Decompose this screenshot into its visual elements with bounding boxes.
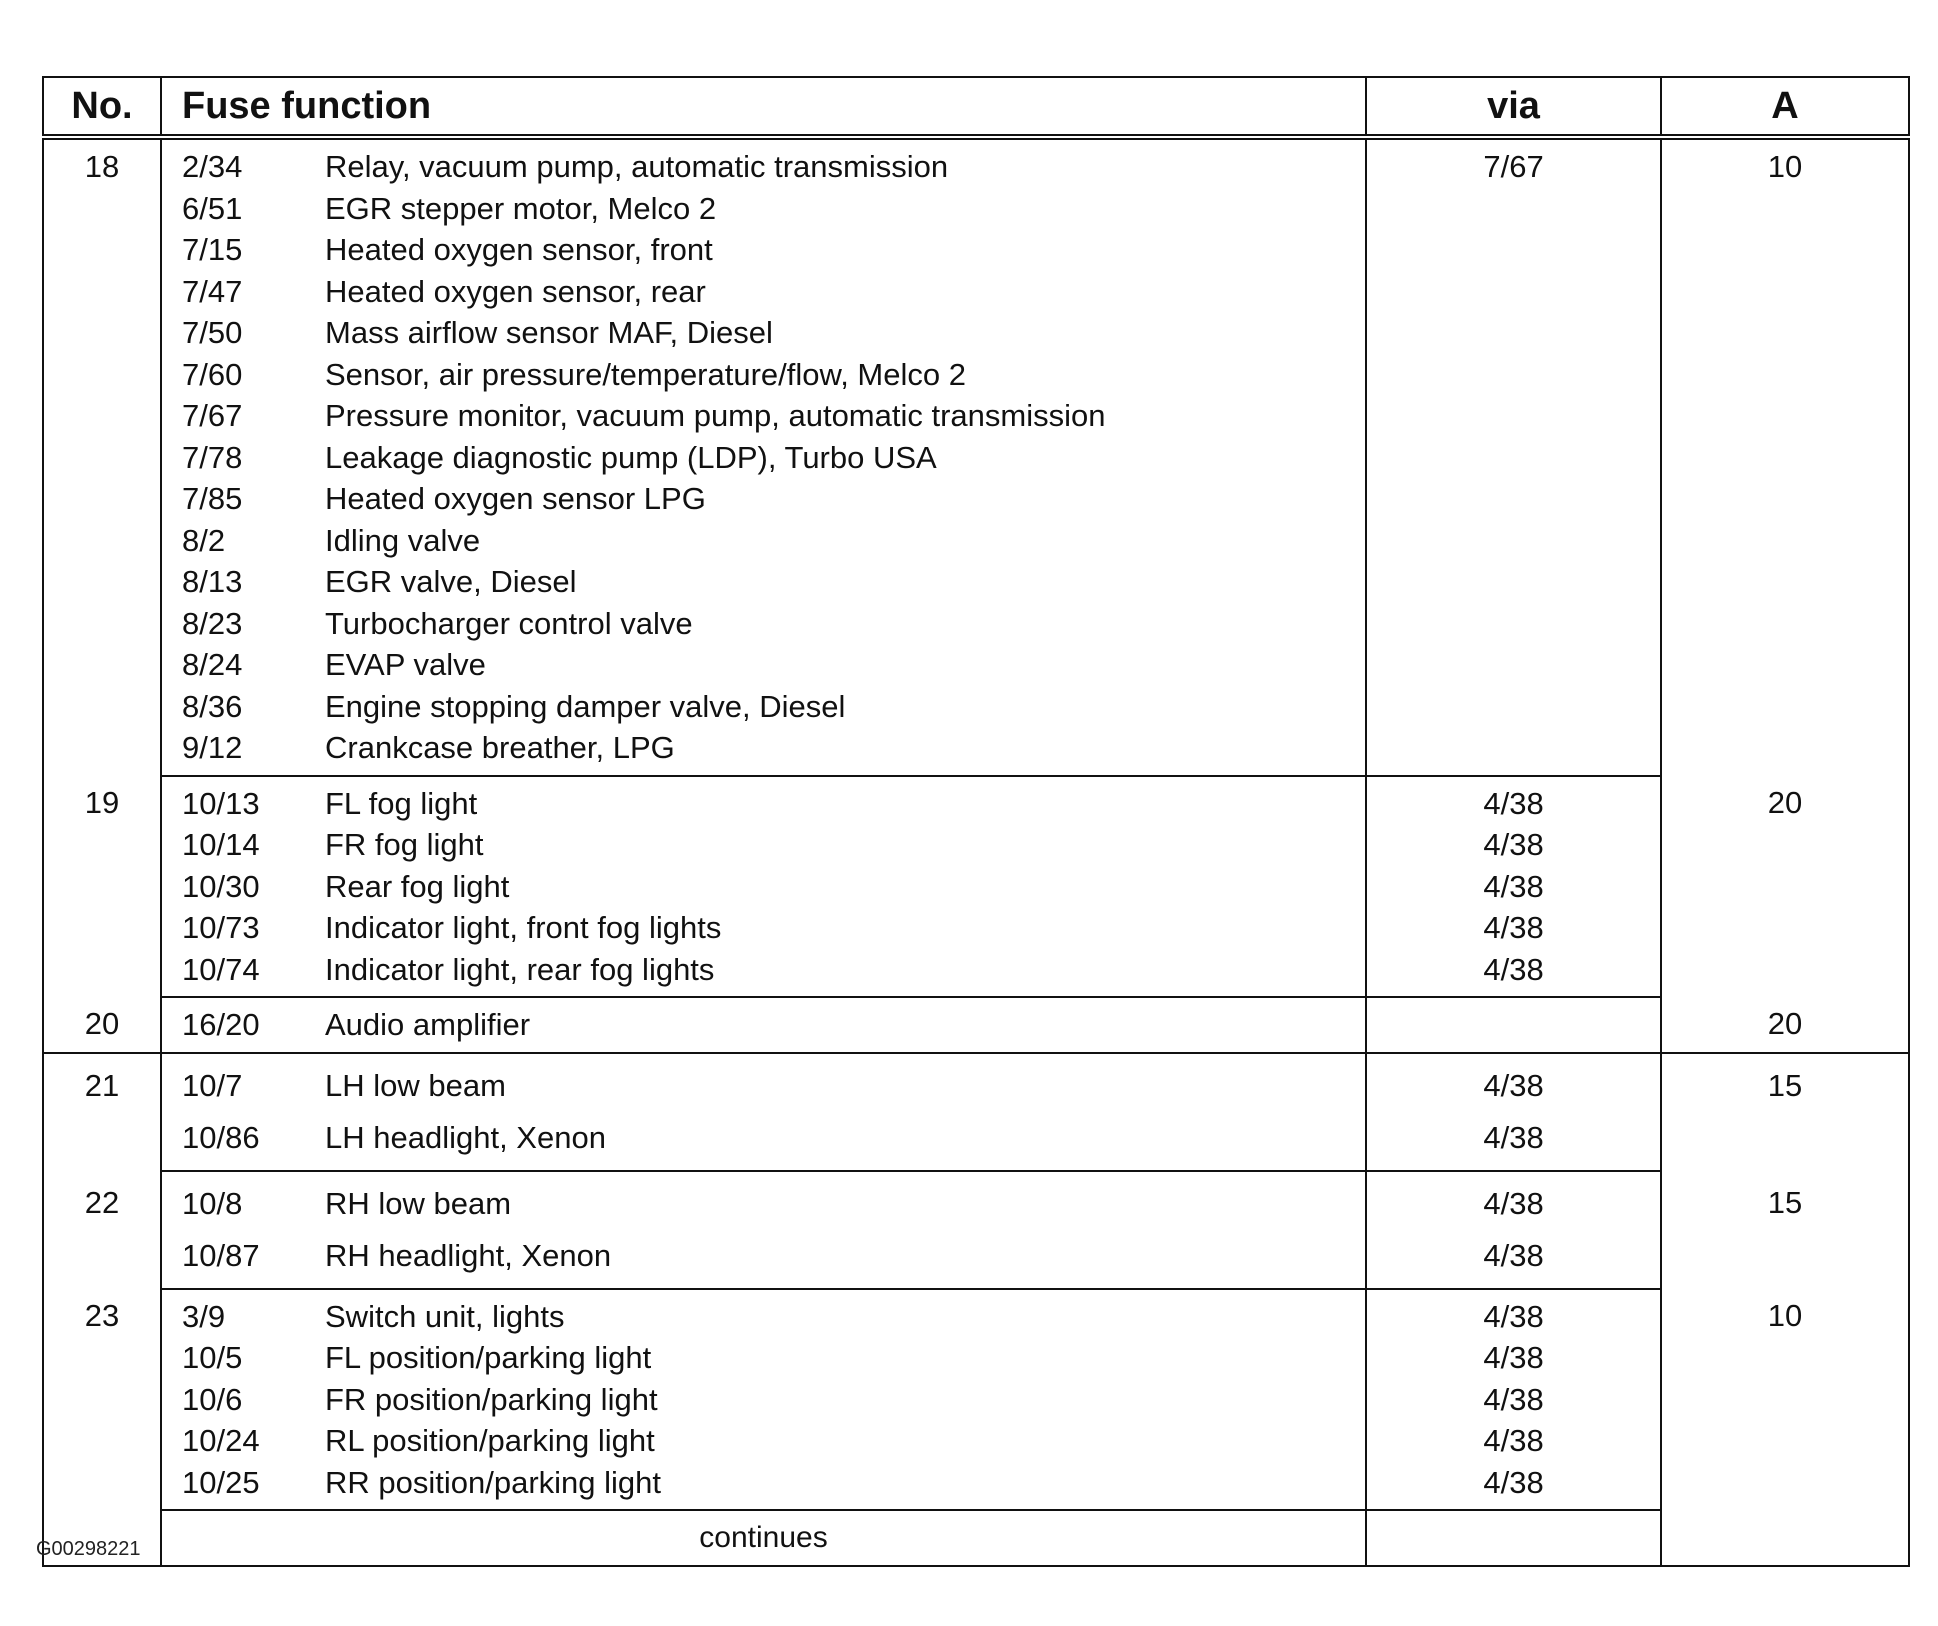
- table-row: [43, 1171, 1909, 1230]
- table-row: [43, 776, 1909, 825]
- via-value: [1366, 478, 1661, 520]
- via-value: [1366, 395, 1661, 437]
- table-row: [43, 229, 1909, 271]
- fuse-number: 19: [43, 776, 161, 998]
- component-code: 8/13: [182, 564, 243, 599]
- table-row: [43, 907, 1909, 949]
- table-row: [43, 1420, 1909, 1462]
- component-code: 8/24: [182, 647, 243, 682]
- table-row: [43, 1462, 1909, 1511]
- component-description: EVAP valve: [325, 647, 486, 682]
- component-description: FL fog light: [325, 785, 478, 821]
- component-description: Rear fog light: [325, 868, 510, 904]
- component-code: 10/30: [182, 868, 260, 904]
- table-row: [43, 520, 1909, 562]
- component-code: 10/25: [161, 1462, 321, 1511]
- footer-via-cell: [1366, 1510, 1661, 1566]
- component-code: 8/36: [182, 688, 243, 724]
- component-code: 7/60: [182, 356, 243, 392]
- component-code: 7/47: [182, 273, 243, 309]
- via-value: 4/38: [1366, 776, 1661, 825]
- header-no: No.: [43, 77, 161, 137]
- via-value: [1366, 727, 1661, 776]
- component-code: 10/24: [182, 1423, 260, 1458]
- via-value: 4/38: [1366, 1462, 1661, 1511]
- component-code: 10/14: [182, 827, 260, 862]
- via-value: 7/67: [1366, 137, 1661, 188]
- table-row: [43, 1289, 1909, 1338]
- component-description: Idling valve: [325, 522, 481, 558]
- component-description: Leakage diagnostic pump (LDP), Turbo USA: [325, 439, 937, 475]
- fuse-number: 23: [43, 1289, 161, 1511]
- table-row: [43, 644, 1909, 686]
- via-value: [1366, 997, 1661, 1053]
- via-value: 4/38: [1366, 1171, 1661, 1230]
- via-value: 4/38: [1366, 1379, 1661, 1421]
- via-value: [1366, 188, 1661, 230]
- component-code: 10/87: [161, 1230, 321, 1289]
- component-code: 7/50: [182, 315, 243, 350]
- component-description: Indicator light, rear fog lights: [321, 949, 1366, 998]
- fuse-table: [42, 76, 1910, 1567]
- table-row: [43, 603, 1909, 645]
- header-row: [43, 77, 1909, 137]
- component-description: FR position/parking light: [325, 1381, 658, 1417]
- header-via: via: [1366, 77, 1661, 137]
- fuse-amperage: 15: [1661, 1171, 1909, 1289]
- fuse-number: 20: [43, 997, 161, 1053]
- component-code: 7/15: [182, 232, 243, 267]
- component-description: Crankcase breather, LPG: [321, 727, 1366, 776]
- table-row: [43, 686, 1909, 728]
- component-description: EGR valve, Diesel: [325, 564, 577, 599]
- header-fuse-function: Fuse function: [161, 77, 1366, 137]
- component-description: Heated oxygen sensor, front: [325, 232, 713, 267]
- via-value: [1366, 644, 1661, 686]
- via-value: 4/38: [1366, 907, 1661, 949]
- via-value: [1366, 603, 1661, 645]
- component-description: Pressure monitor, vacuum pump, automatic transmission: [325, 398, 1106, 433]
- table-row: [43, 997, 1909, 1053]
- table-row: [43, 437, 1909, 479]
- footer-amp-cell: [1661, 1510, 1909, 1566]
- component-description: Sensor, air pressure/temperature/flow, Melco 2: [325, 356, 966, 392]
- component-code: 10/6: [182, 1381, 243, 1417]
- via-value: [1366, 437, 1661, 479]
- component-description: Engine stopping damper valve, Diesel: [325, 688, 846, 724]
- via-value: 4/38: [1366, 1289, 1661, 1338]
- component-description: Heated oxygen sensor, rear: [325, 273, 706, 309]
- fuse-amperage: 10: [1661, 137, 1909, 776]
- component-description: Mass airflow sensor MAF, Diesel: [325, 315, 773, 350]
- via-value: 4/38: [1366, 949, 1661, 998]
- table-row: [43, 395, 1909, 437]
- fuse-amperage: 20: [1661, 997, 1909, 1053]
- component-description: RL position/parking light: [325, 1423, 655, 1458]
- component-description: EGR stepper motor, Melco 2: [325, 190, 717, 226]
- table-header: [43, 77, 1909, 137]
- component-description: Turbocharger control valve: [325, 605, 693, 641]
- component-description: FL position/parking light: [325, 1340, 652, 1375]
- via-value: 4/38: [1366, 1053, 1661, 1112]
- component-code: 8/2: [182, 522, 226, 558]
- via-value: 4/38: [1366, 824, 1661, 866]
- table-row: [43, 188, 1909, 230]
- table-row: [43, 312, 1909, 354]
- table-row: [43, 1053, 1909, 1112]
- component-code: 7/67: [182, 398, 243, 433]
- via-value: [1366, 271, 1661, 313]
- continues-label: continues: [161, 1510, 1366, 1566]
- via-value: 4/38: [1366, 1420, 1661, 1462]
- component-description: LH low beam: [325, 1067, 506, 1103]
- fuse-amperage: 10: [1661, 1289, 1909, 1511]
- via-value: 4/38: [1366, 866, 1661, 908]
- table-body: [43, 137, 1909, 1510]
- fuse-number: 21: [43, 1053, 161, 1171]
- via-value: [1366, 229, 1661, 271]
- table-row: [43, 866, 1909, 908]
- component-code: 10/86: [161, 1112, 321, 1171]
- component-code: 10/74: [161, 949, 321, 998]
- table-row: [43, 561, 1909, 603]
- component-code: 3/9: [182, 1298, 226, 1334]
- table-row: [43, 1112, 1909, 1171]
- component-code: 6/51: [182, 190, 243, 226]
- table-row: [43, 1337, 1909, 1379]
- via-value: [1366, 312, 1661, 354]
- via-value: [1366, 561, 1661, 603]
- component-description: RR position/parking light: [321, 1462, 1366, 1511]
- via-value: [1366, 354, 1661, 396]
- footer-row: [43, 1510, 1909, 1566]
- component-description: RH low beam: [325, 1185, 512, 1221]
- component-code: 10/8: [182, 1185, 243, 1221]
- component-description: FR fog light: [325, 827, 484, 862]
- component-description: Relay, vacuum pump, automatic transmission: [325, 149, 949, 184]
- component-code: 16/20: [161, 997, 321, 1053]
- header-amperage: A: [1661, 77, 1909, 137]
- table-row: [43, 1230, 1909, 1289]
- table-row: [43, 1379, 1909, 1421]
- figure-id: G00298221: [36, 1538, 141, 1560]
- fuse-number: 22: [43, 1171, 161, 1289]
- table-row: [43, 949, 1909, 998]
- component-code: 7/85: [182, 481, 243, 516]
- component-description: RH headlight, Xenon: [321, 1230, 1366, 1289]
- component-code: 9/12: [161, 727, 321, 776]
- via-value: 4/38: [1366, 1112, 1661, 1171]
- component-code: 8/23: [182, 605, 243, 641]
- table-row: [43, 354, 1909, 396]
- via-value: 4/38: [1366, 1337, 1661, 1379]
- fuse-number: 18: [43, 137, 161, 776]
- component-description: Heated oxygen sensor LPG: [325, 481, 706, 516]
- table-row: [43, 271, 1909, 313]
- component-description: Indicator light, front fog lights: [325, 910, 722, 945]
- table-row: [43, 824, 1909, 866]
- table-footer: [43, 1510, 1909, 1566]
- table-row: [43, 478, 1909, 520]
- component-description: Switch unit, lights: [325, 1298, 565, 1334]
- via-value: [1366, 686, 1661, 728]
- table-row: [43, 137, 1909, 188]
- component-description: LH headlight, Xenon: [321, 1112, 1366, 1171]
- via-value: [1366, 520, 1661, 562]
- table-row: [43, 727, 1909, 776]
- via-value: 4/38: [1366, 1230, 1661, 1289]
- component-code: 2/34: [182, 149, 243, 184]
- component-code: 10/7: [182, 1067, 243, 1103]
- component-code: 10/13: [182, 785, 260, 821]
- component-code: 10/73: [182, 910, 260, 945]
- fuse-table-container: [42, 76, 1908, 1567]
- component-code: 10/5: [182, 1340, 243, 1375]
- fuse-amperage: 15: [1661, 1053, 1909, 1171]
- fuse-amperage: 20: [1661, 776, 1909, 998]
- component-code: 7/78: [182, 439, 243, 475]
- component-description: Audio amplifier: [321, 997, 1366, 1053]
